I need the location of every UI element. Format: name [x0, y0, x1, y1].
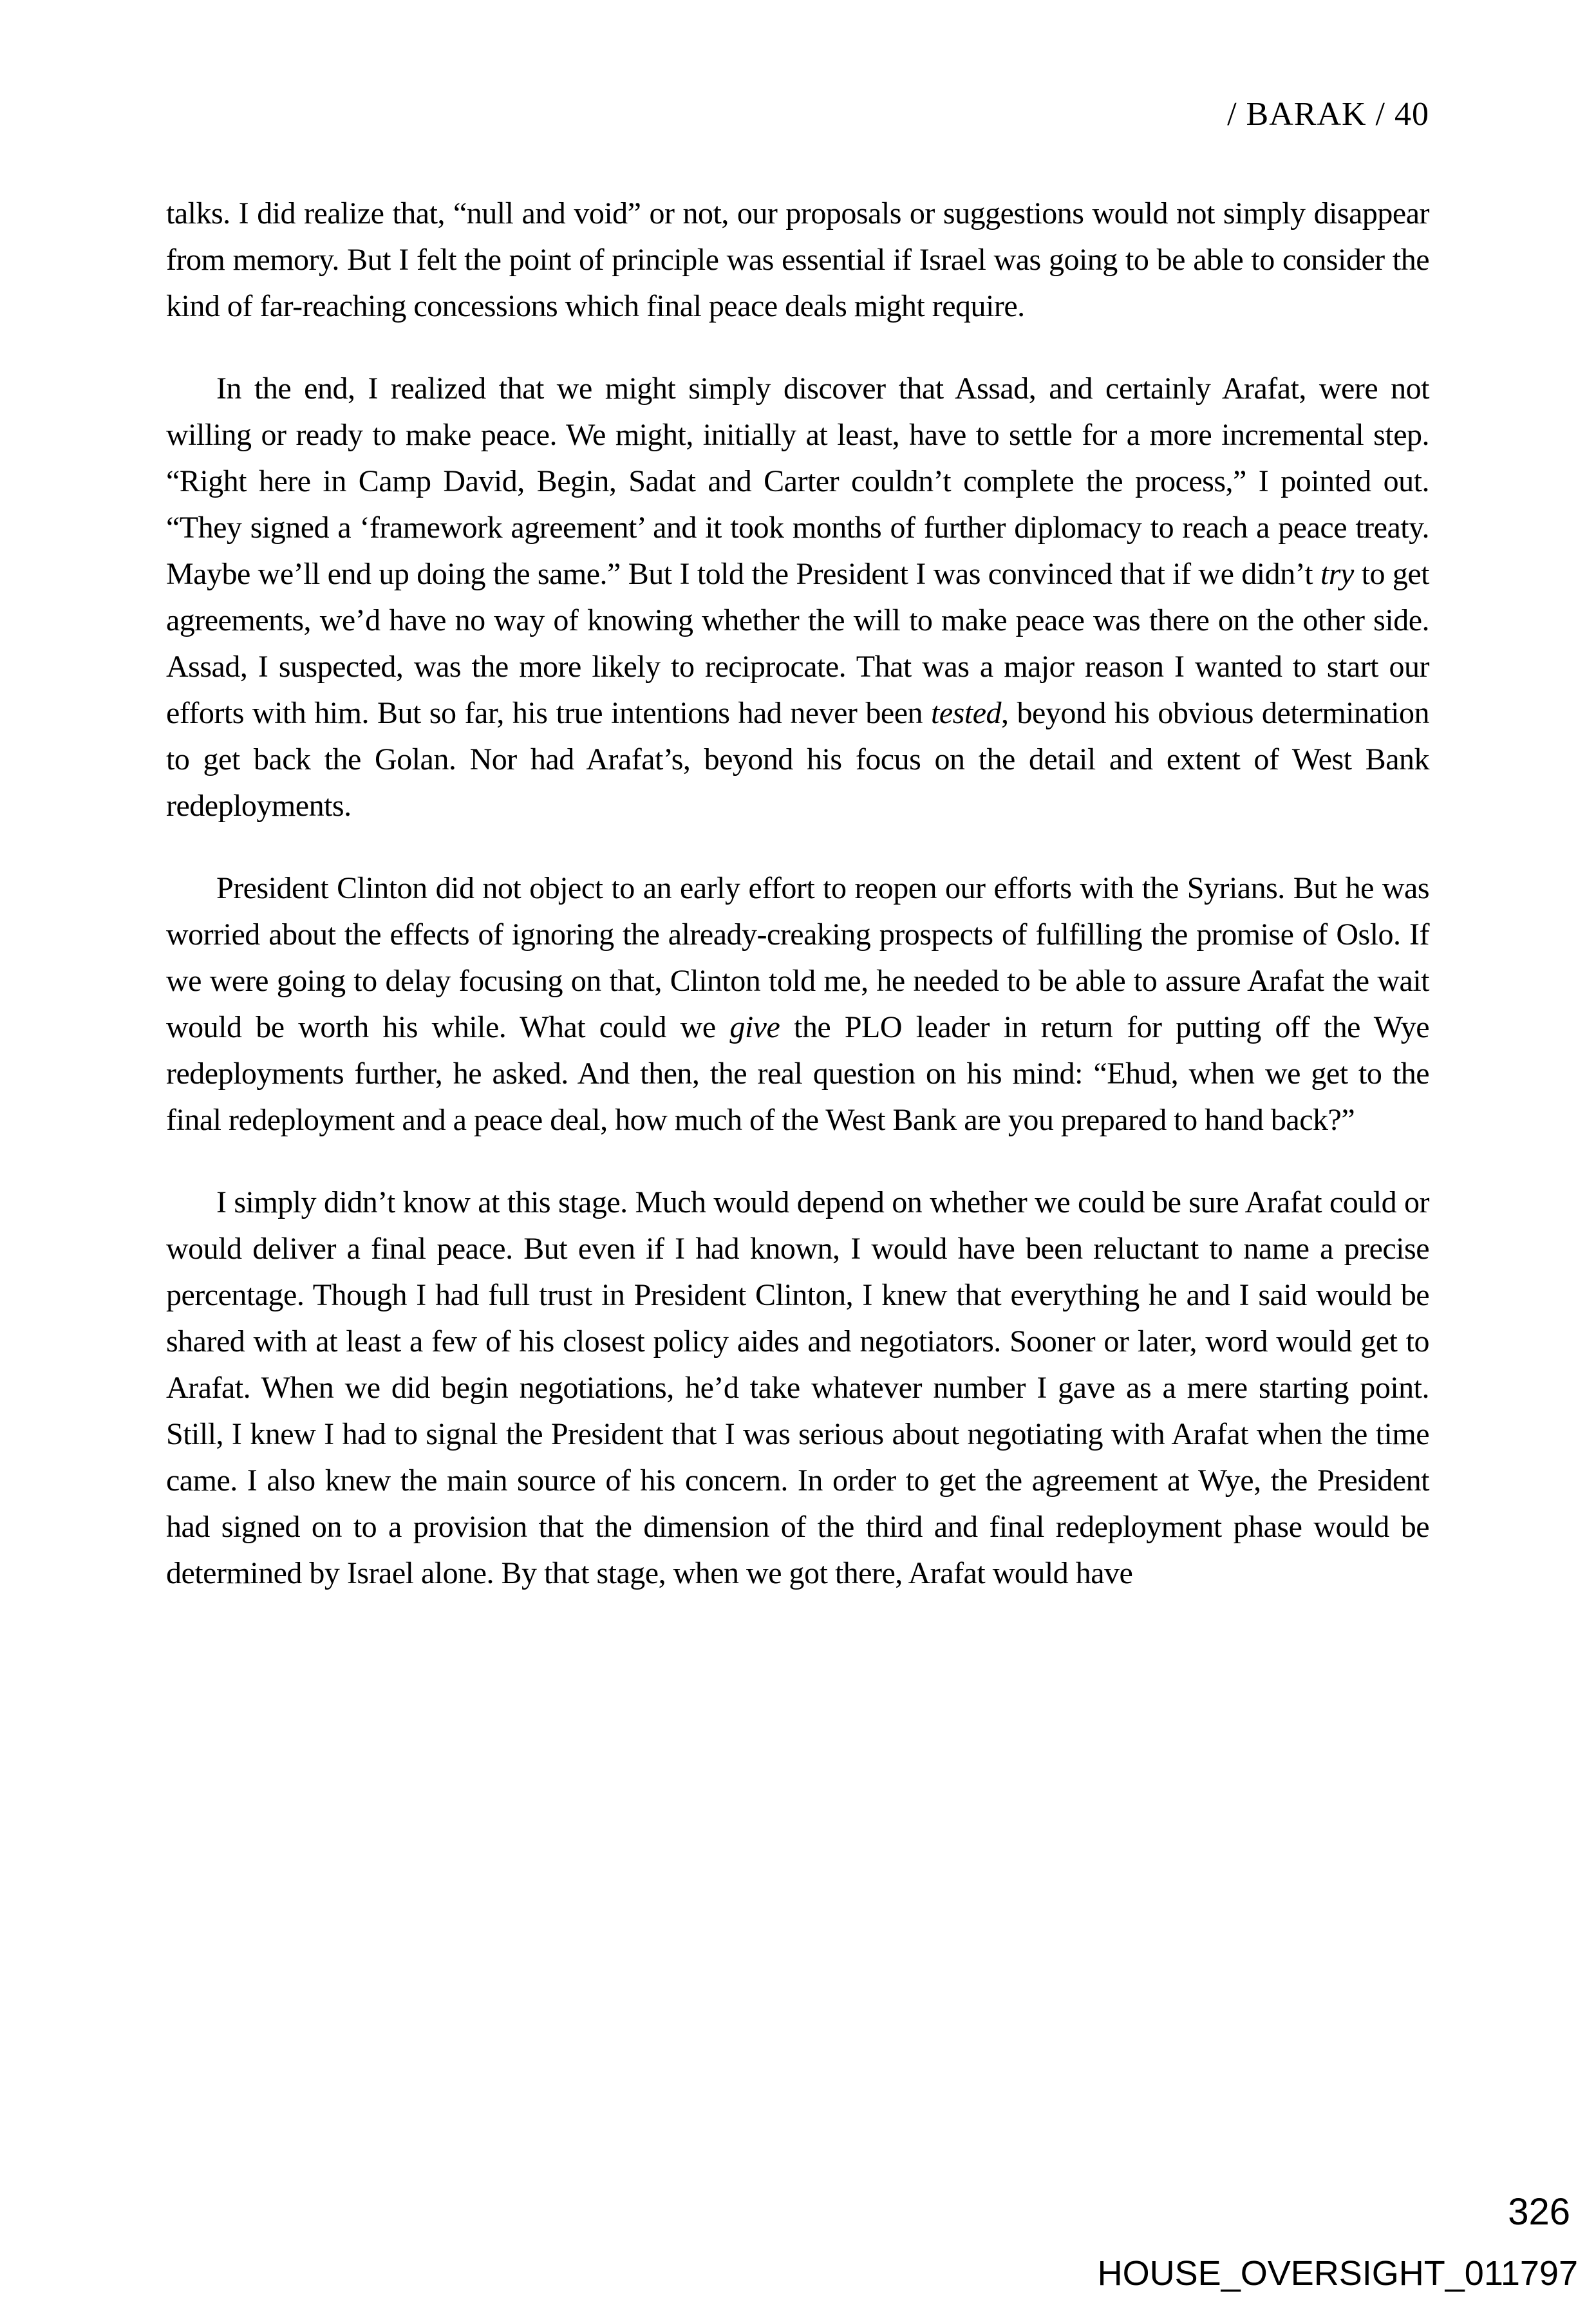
paragraph — [166, 366, 1429, 829]
text-run: I simply didn’t know at this stage. Much would depend on whether we could be sure Arafat could or would deliver a final peace. But even if I had known, I would have been reluctant to name a precise percentage. Though I had full trust in President Clinton, I knew that everything he and I said would be shared with at least a few of his closest policy aides and negotiators. Sooner or later, word would get to Arafat. When we did begin negotiations, he’d take whatever number I gave as a mere starting point. Still, I knew I had to signal the President that I was serious about negotiating with Arafat when the time came. I also knew the main source of his concern. In order to get the agreement at Wye, the President had signed on to a provision that the dimension of the third and final redeployment phase would be determined by Israel alone. By that stage, when we got there, Arafat would have — [166, 1185, 1429, 1590]
page-number: 326 — [1508, 2191, 1570, 2233]
italic-text-run: give — [729, 1010, 780, 1044]
text-run: the PLO leader in return for putting off the Wye redeployments further, he asked. And then, the real question on his mind: “Ehud, when we get to the final redeployment and a peace deal, how much of the West Bank are you prepared to hand back?” — [166, 1010, 1430, 1137]
page-body — [166, 191, 1429, 1633]
italic-text-run: tested — [931, 696, 1001, 730]
text-run: In the end, I realized that we might simply discover that Assad, and certainly Arafat, were not willing or ready to make peace. We might, initially at least, have to settle for a more incremental step. “Right here in Camp David, Begin, Sadat and Carter couldn’t complete the process,” I pointed out. “They signed a ‘framework agreement’ and it took months of further diplomacy to reach a peace treaty. Maybe we’ll end up doing the same.” But I told the President I was convinced that if we didn’t — [166, 371, 1429, 591]
italic-text-run: try — [1320, 557, 1354, 591]
text-run: talks. I did realize that, “null and void” or not, our proposals or suggestions would not simply disappear from memory. But I felt the point of principle was essential if Israel was going to be able to consider the kind of far-reaching concessions which final peace deals might require. — [166, 196, 1429, 323]
text-run: President Clinton did not object to an early effort to reopen our efforts with the Syrians. But he was worried about the effects of ignoring the already-creaking prospects of fulfilling the promise of Oslo. If we were going to delay focusing on that, Clinton told me, he needed to be able to assure Arafat the wait would be worth his while. What could we — [166, 871, 1429, 1044]
paragraph — [166, 191, 1429, 330]
paragraph — [166, 1180, 1429, 1597]
paragraph — [166, 865, 1429, 1143]
text-run: , beyond his obvious determination to get back the Golan. Nor had Arafat’s, beyond his focus on the detail and extent of West Bank redeployments. — [166, 696, 1429, 823]
bates-stamp: HOUSE_OVERSIGHT_011797 — [1097, 2254, 1578, 2293]
running-header: / BARAK / 40 — [1227, 96, 1429, 133]
text-run: to get agreements, we’d have no way of knowing whether the will to make peace was there on the other side. Assad, I suspected, was the more likely to reciprocate. That was a major reason I wanted to start our efforts with him. But so far, his true intentions had never been — [166, 557, 1429, 730]
